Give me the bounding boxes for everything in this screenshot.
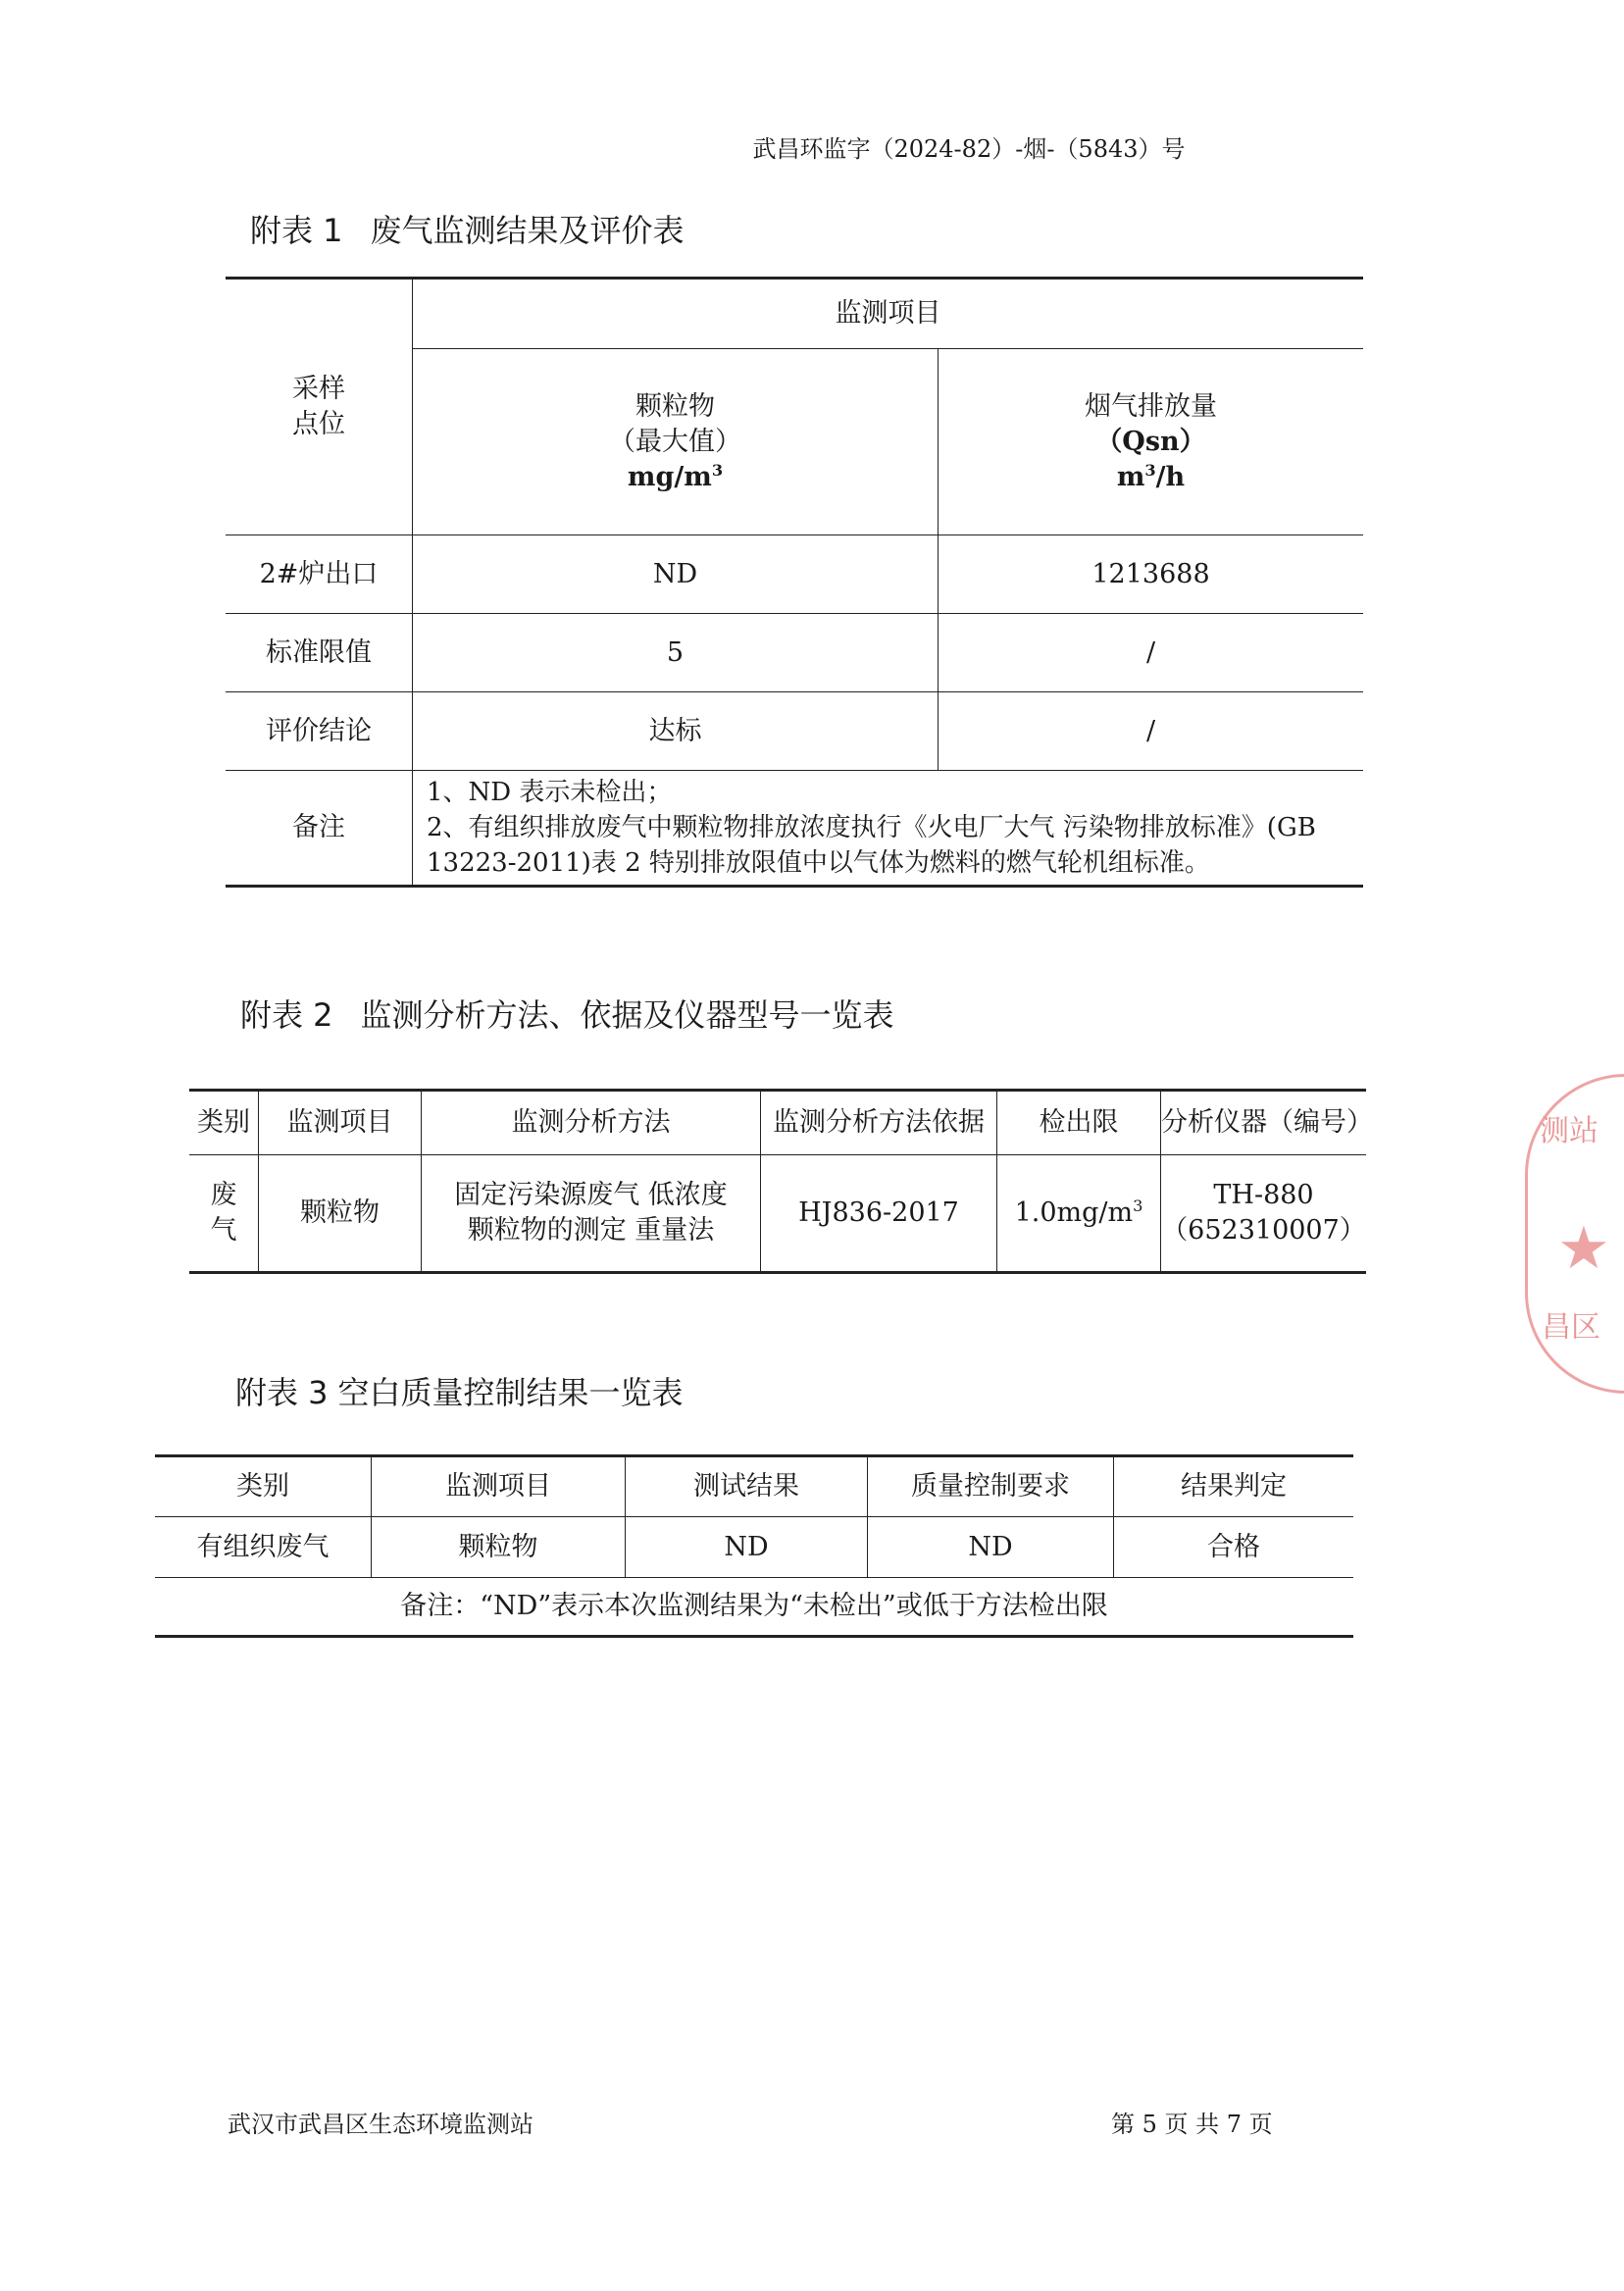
table3-caption-title: 空白质量控制结果一览表: [337, 1374, 684, 1411]
table-row: [226, 692, 1363, 771]
method-table: [189, 1089, 1373, 1274]
particulate-name: 颗粒物: [635, 390, 715, 422]
flue-gas-name: 烟气排放量: [1085, 390, 1217, 422]
note-item: 2、有组织排放废气中颗粒物排放浓度执行《火电厂大气 污染物排放标准》(GB 13223-2011)表 2 特别排放限值中以气体为燃料的燃气轮机组标准。: [427, 813, 1316, 878]
header-method: 监测分析方法: [422, 1091, 761, 1155]
table-row: [226, 535, 1363, 614]
cell-judgement: 合格: [1114, 1517, 1354, 1578]
table2-caption-label: 附表 2: [240, 996, 333, 1034]
header-item: 监测项目: [372, 1456, 626, 1517]
note-item: 1、ND 表示未检出；: [427, 778, 673, 807]
header-item: 监测项目: [259, 1091, 422, 1155]
header-qc-requirement: 质量控制要求: [868, 1456, 1114, 1517]
table3-caption: [235, 1368, 684, 1413]
cell-basis: HJ836-2017: [761, 1155, 997, 1273]
cell-category: 有组织废气: [155, 1517, 372, 1578]
particulate-qualifier: （最大值）: [609, 426, 741, 457]
sampling-point-header: 采样 点位: [226, 279, 413, 535]
monitoring-items-header: 监测项目: [413, 279, 1364, 349]
flue-gas-header: [939, 349, 1364, 535]
seal-text-bottom: 昌区: [1542, 1310, 1600, 1345]
particulate-value: ND: [413, 535, 939, 614]
row-label: 2#炉出口: [226, 535, 413, 614]
seal-star-icon: ★: [1557, 1214, 1610, 1283]
table-row: [189, 1155, 1366, 1273]
flue-gas-qualifier: （Qsn）: [1095, 426, 1206, 457]
header-test-result: 测试结果: [626, 1456, 868, 1517]
table-row: [155, 1517, 1353, 1578]
cell-item: 颗粒物: [259, 1155, 422, 1273]
cell-test-result: ND: [626, 1517, 868, 1578]
document-number: 武昌环监字（2024-82）-烟-（5843）号: [752, 135, 1186, 163]
row-label: 评价结论: [226, 692, 413, 771]
particulate-header: [413, 349, 939, 535]
cell-item: 颗粒物: [372, 1517, 626, 1578]
flue-gas-value: 1213688: [939, 535, 1364, 614]
footer-page-number: 第 5 页 共 7 页: [1111, 2111, 1273, 2138]
table2-caption: [240, 991, 894, 1036]
footer-organization: 武汉市武昌区生态环境监测站: [228, 2111, 533, 2138]
seal-text-top: 测站: [1540, 1114, 1599, 1148]
notes-content: [413, 771, 1364, 887]
table3-caption-label: 附表 3: [235, 1374, 329, 1411]
cell-method: 固定污染源废气 低浓度 颗粒物的测定 重量法: [422, 1155, 761, 1273]
blank-qc-table: [155, 1454, 1353, 1638]
flue-gas-value: /: [939, 692, 1364, 771]
cell-instrument: TH-880 （652310007）: [1161, 1155, 1367, 1273]
row-label: 标准限值: [226, 614, 413, 692]
flue-gas-value: /: [939, 614, 1364, 692]
particulate-unit: $mg/m^3$: [627, 460, 724, 492]
header-basis: 监测分析方法依据: [761, 1091, 997, 1155]
cell-limit: $1.0mg/m^3$: [997, 1155, 1161, 1273]
table-row: [226, 614, 1363, 692]
particulate-value: 达标: [413, 692, 939, 771]
table2-caption-title: 监测分析方法、依据及仪器型号一览表: [360, 996, 894, 1034]
header-category: 类别: [189, 1091, 259, 1155]
flue-gas-unit: $m^3/h$: [1116, 460, 1186, 492]
header-limit: 检出限: [997, 1091, 1161, 1155]
cell-qc-requirement: ND: [868, 1517, 1114, 1578]
emission-results-table: [226, 277, 1363, 888]
header-category: 类别: [155, 1456, 372, 1517]
notes-label: 备注: [226, 771, 413, 887]
table1-caption-label: 附表 1: [250, 212, 343, 249]
particulate-value: 5: [413, 614, 939, 692]
cell-category: 废 气: [189, 1155, 259, 1273]
header-judgement: 结果判定: [1114, 1456, 1354, 1517]
header-instrument: 分析仪器（编号）: [1161, 1091, 1367, 1155]
table1-caption: [250, 206, 685, 251]
official-seal: [1525, 1074, 1624, 1394]
table3-note: 备注：“ND”表示本次监测结果为“未检出”或低于方法检出限: [155, 1578, 1353, 1637]
notes-row: [226, 771, 1363, 887]
table1-caption-title: 废气监测结果及评价表: [370, 212, 685, 249]
